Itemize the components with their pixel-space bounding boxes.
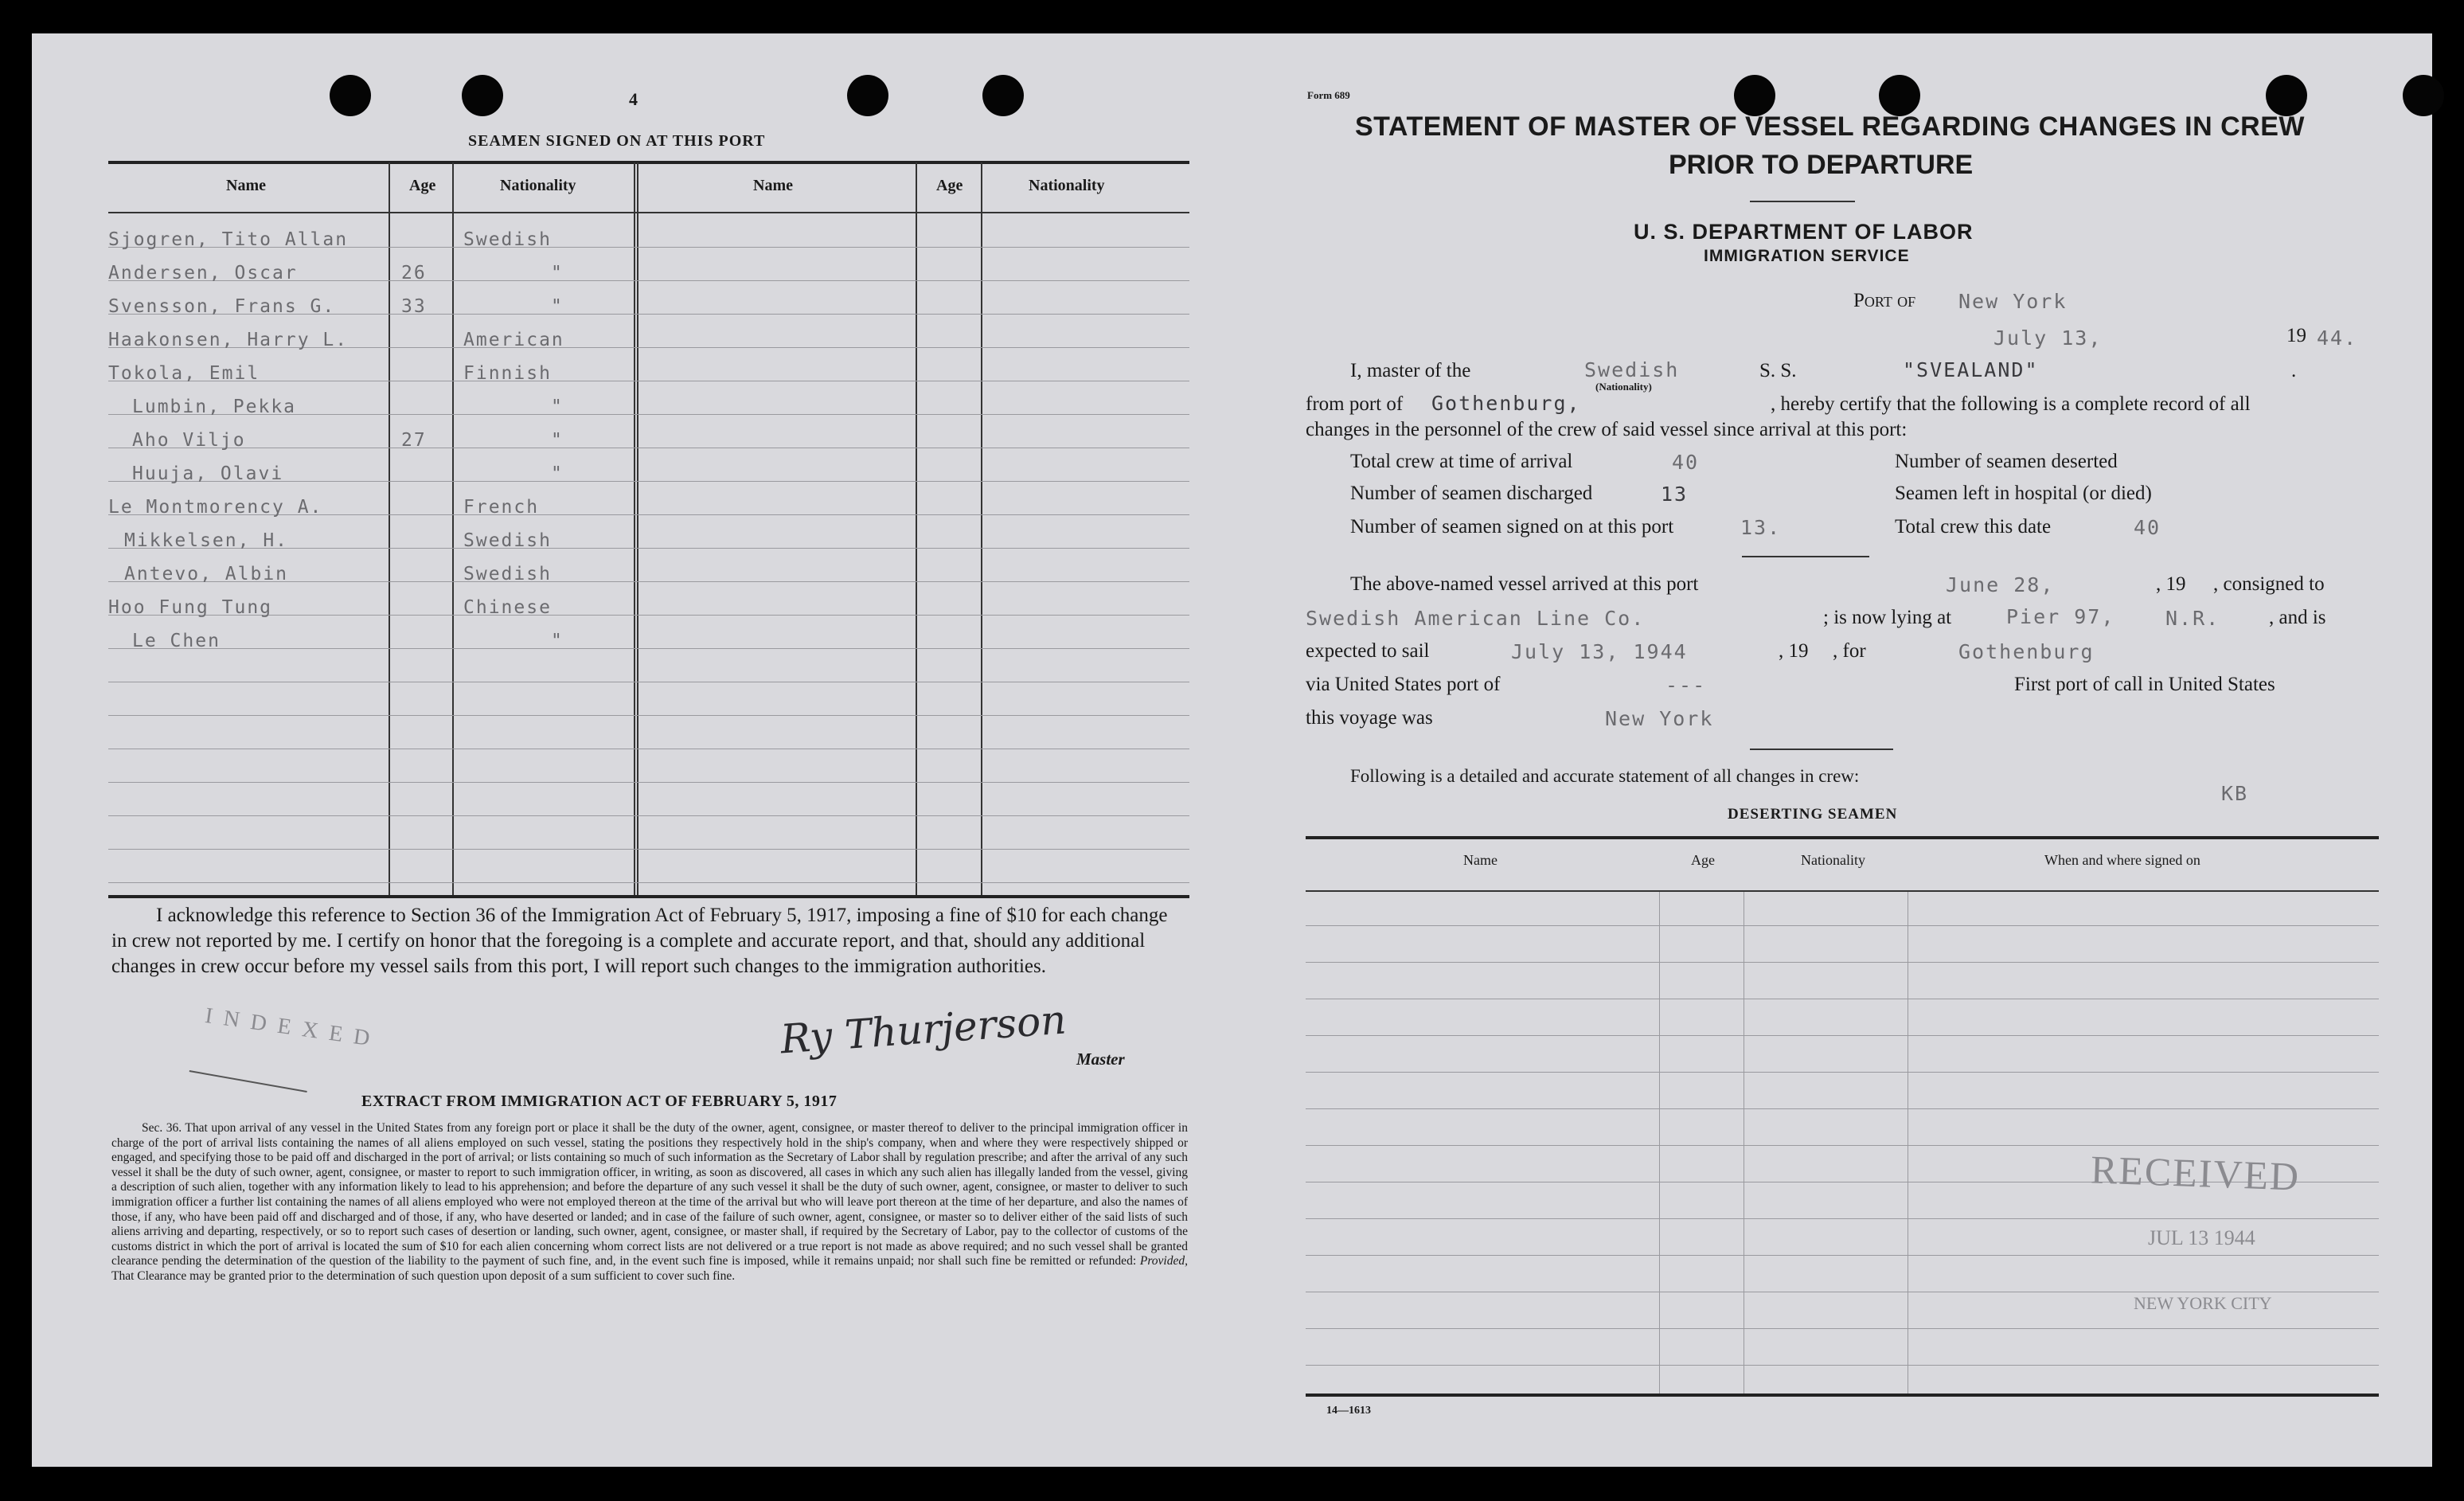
extract-proviso-text: That Clearance may be granted prior to the determination of such question upon deposit of a sum sufficient to cover such fine. bbox=[111, 1268, 736, 1283]
voyage-label: this voyage was bbox=[1306, 707, 1433, 729]
hospital-label: Seamen left in hospital (or died) bbox=[1895, 483, 2152, 504]
lying-label: ; is now lying at bbox=[1823, 607, 1952, 628]
col-header-name-2: Name bbox=[753, 177, 793, 194]
table-row bbox=[108, 530, 904, 551]
nationality-caption: (Nationality) bbox=[1595, 381, 1652, 393]
table-row bbox=[108, 631, 904, 651]
consignee-value: Swedish American Line Co. bbox=[1306, 607, 1646, 630]
expected-value: July 13, 1944 bbox=[1511, 640, 1688, 663]
deserting-top-rule bbox=[1306, 836, 2379, 839]
consigned-label: , consigned to bbox=[2213, 573, 2325, 595]
deserting-header-rule bbox=[1306, 890, 2379, 892]
extract-text bbox=[111, 1121, 1188, 1284]
deserting-col-nationality: Nationality bbox=[1801, 852, 1865, 868]
table-row bbox=[108, 463, 904, 484]
from-port-value: Gothenburg, bbox=[1431, 392, 1581, 415]
row-name: Le Montmorency A. bbox=[108, 497, 323, 518]
row-name: Haakonsen, Harry L. bbox=[108, 330, 349, 350]
table-header-rule bbox=[108, 212, 1189, 213]
row-nationality: American bbox=[463, 330, 564, 350]
col-divider bbox=[981, 162, 982, 897]
row-nationality: " bbox=[551, 296, 564, 317]
table-top-rule bbox=[108, 161, 1189, 164]
lying-value-2: N.R. bbox=[2165, 607, 2220, 630]
voyage-value: New York bbox=[1605, 707, 1714, 730]
row-age: 27 bbox=[401, 430, 427, 451]
punch-hole bbox=[462, 75, 503, 116]
table-row bbox=[108, 229, 904, 250]
deserting-col-age: Age bbox=[1691, 852, 1715, 868]
table-row bbox=[108, 263, 904, 283]
row-name: Le Chen bbox=[132, 631, 221, 651]
section-title: SEAMEN SIGNED ON AT THIS PORT bbox=[468, 132, 766, 150]
following-value: KB bbox=[2221, 782, 2249, 805]
from-port-label: from port of bbox=[1306, 393, 1404, 415]
row-nationality: " bbox=[551, 430, 564, 451]
row-nationality: " bbox=[551, 463, 564, 484]
extract-proviso-label: Provided, bbox=[1139, 1254, 1188, 1268]
port-of-value: New York bbox=[1958, 290, 2068, 313]
expected-label: expected to sail bbox=[1306, 640, 1430, 662]
form-code: 14—1613 bbox=[1326, 1405, 1371, 1417]
table-row bbox=[108, 397, 904, 417]
page-number: 4 bbox=[629, 89, 638, 109]
stamp-office: NEW YORK CITY bbox=[2134, 1293, 2272, 1313]
nationality-value: Swedish bbox=[1584, 358, 1680, 381]
table-row bbox=[108, 597, 904, 618]
lying-value: Pier 97, bbox=[2006, 605, 2115, 628]
deserting-col-name: Name bbox=[1463, 852, 1498, 868]
row-name: Andersen, Oscar bbox=[108, 263, 298, 283]
row-age: 26 bbox=[401, 263, 427, 283]
form-title: STATEMENT OF MASTER OF VESSEL REGARDING CHANGES IN CREW bbox=[1355, 111, 2305, 142]
certify-text: , hereby certify that the following is a complete record of all bbox=[1771, 393, 2251, 415]
arrived-year: , 19 bbox=[2156, 573, 2186, 595]
deserting-col-signed-on: When and where signed on bbox=[2044, 852, 2200, 868]
col-header-age: Age bbox=[409, 177, 436, 194]
discharged-label: Number of seamen discharged bbox=[1350, 483, 1593, 504]
first-port-label: First port of call in United States bbox=[2014, 674, 2275, 695]
row-nationality: French bbox=[463, 497, 540, 518]
for-label: , for bbox=[1833, 640, 1866, 662]
ship-name: "SVEALAND" bbox=[1903, 358, 2039, 381]
table-row bbox=[108, 296, 904, 317]
counts-rule bbox=[1742, 556, 1869, 557]
discharged-value: 13 bbox=[1661, 483, 1689, 506]
col-header-nationality-2: Nationality bbox=[1029, 177, 1105, 194]
certify-line2: changes in the personnel of the crew of said vessel since arrival at this port: bbox=[1306, 419, 1908, 440]
master-signature: Ry Thurjerson bbox=[779, 996, 1068, 1063]
deserting-col-divider bbox=[1659, 892, 1660, 1394]
row-nationality: " bbox=[551, 397, 564, 417]
row-name: Antevo, Albin bbox=[124, 564, 289, 584]
extract-title: EXTRACT FROM IMMIGRATION ACT OF FEBRUARY 5, 1917 bbox=[361, 1093, 838, 1110]
department: U. S. DEPARTMENT OF LABOR bbox=[1634, 220, 1974, 244]
row-name: Hoo Fung Tung bbox=[108, 597, 273, 618]
row-nationality: " bbox=[551, 263, 564, 283]
via-label: via United States port of bbox=[1306, 674, 1501, 695]
total-crew-arrival-value: 40 bbox=[1672, 451, 1700, 474]
arrived-value: June 28, bbox=[1946, 573, 2055, 596]
received-stamp: RECEIVED bbox=[2090, 1147, 2302, 1199]
ss-label: S. S. bbox=[1759, 360, 1797, 381]
total-crew-date-label: Total crew this date bbox=[1895, 516, 2052, 537]
row-nationality: Finnish bbox=[463, 363, 552, 384]
expected-year: , 19 bbox=[1779, 640, 1809, 662]
punch-hole bbox=[1879, 75, 1920, 116]
via-value: --- bbox=[1665, 674, 1707, 697]
deserting-bottom-rule bbox=[1306, 1394, 2379, 1397]
row-age: 33 bbox=[401, 296, 427, 317]
col-header-age-2: Age bbox=[936, 177, 963, 194]
row-nationality: " bbox=[551, 631, 564, 651]
col-divider bbox=[916, 162, 917, 897]
table-row bbox=[108, 363, 904, 384]
punch-hole bbox=[982, 75, 1024, 116]
row-nationality: Swedish bbox=[463, 530, 552, 551]
following-label: Following is a detailed and accurate statement of all changes in crew: bbox=[1350, 766, 1860, 786]
signed-on-label: Number of seamen signed on at this port bbox=[1350, 516, 1674, 537]
punch-hole bbox=[847, 75, 888, 116]
table-row bbox=[108, 564, 904, 584]
indexed-stamp: INDEXED bbox=[203, 1003, 383, 1053]
punch-hole bbox=[2403, 75, 2444, 116]
form-title-line2: PRIOR TO DEPARTURE bbox=[1669, 150, 1974, 180]
table-row bbox=[108, 497, 904, 518]
row-name: Mikkelsen, H. bbox=[124, 530, 289, 551]
date-value: July 13, bbox=[1993, 326, 2103, 350]
arrived-label: The above-named vessel arrived at this port bbox=[1350, 573, 1699, 595]
stamp-date: JUL 13 1944 bbox=[2148, 1226, 2255, 1249]
deserting-title: DESERTING SEAMEN bbox=[1728, 806, 1898, 823]
col-header-nationality: Nationality bbox=[500, 177, 576, 194]
col-header-name: Name bbox=[226, 177, 266, 194]
punch-hole bbox=[2266, 75, 2307, 116]
table-row bbox=[108, 430, 904, 451]
row-name: Lumbin, Pekka bbox=[132, 397, 297, 417]
master-label: Master bbox=[1076, 1050, 1125, 1069]
year-prefix: 19 bbox=[2286, 325, 2306, 346]
row-nationality: Swedish bbox=[463, 564, 552, 584]
extract-body: Sec. 36. That upon arrival of any vessel in the United States from any foreign port or place it shall be the duty of the owner, agent, consignee, or master thereof to deliver to the principal immigration officer in charge of the port of arrival lists containing the names of all aliens employed on such vessel, stating the positions they respectively hold in the ship's company, when and where they were respectively shipped or engaged, and specifying those to be paid off and discharged in the port of arrival; or lists containing so much of such information as the Secretary of Labor shall by regulation prescribe; and after the arrival of any such vessel it shall be the duty of such owner, agent, consignee, or master to report to such immigration officer, in writing, as soon as discovered, all cases in which any such alien has illegally landed from the vessel, giving a description of such alien, together with any information likely to lead to his apprehension; and before the departure of any such vessel it shall be the duty of such owner, agent, consignee, or master to deliver to such immigration officer a further list containing the names of all aliens employed who were not employed thereon at the time of the arrival but who will leave port thereon at the time of her departure, and also the names of those, if any, who have been paid off and discharged and of those, if any, who have deserted or landed; and in case of the failure of such owner, agent, consignee, or master so to deliver either of the said lists of such aliens arriving and departing, respectively, or so to report such cases of desertion or landing, such owner, agent, consignee, or master shall, if required by the Secretary of Labor, pay to the collector of customs of the customs district in which the port of arrival is located the sum of $10 for each alien concerning whom correct lists are not delivered or a true report is not made as above required; and no such vessel shall be granted clearance pending the determination of the question of the liability to the payment of such fine, and, in the event such fine is imposed, while it remains unpaid; nor shall such fine be remitted or refunded: bbox=[111, 1121, 1188, 1268]
total-crew-date-value: 40 bbox=[2134, 516, 2161, 539]
row-nationality: Chinese bbox=[463, 597, 552, 618]
port-of-label: Port of bbox=[1853, 290, 1916, 311]
row-name: Huuja, Olavi bbox=[132, 463, 284, 484]
for-value: Gothenburg bbox=[1958, 640, 2095, 663]
table-row bbox=[108, 330, 904, 350]
service: IMMIGRATION SERVICE bbox=[1704, 247, 1910, 265]
row-name: Sjogren, Tito Allan bbox=[108, 229, 349, 250]
signed-on-value: 13. bbox=[1740, 516, 1782, 539]
voyage-rule bbox=[1750, 749, 1893, 750]
row-name: Svensson, Frans G. bbox=[108, 296, 336, 317]
total-crew-arrival-label: Total crew at time of arrival bbox=[1350, 451, 1573, 472]
row-name: Aho Viljo bbox=[132, 430, 246, 451]
indexed-stamp-line bbox=[189, 1070, 307, 1093]
title-rule bbox=[1750, 201, 1855, 202]
document-sheet bbox=[32, 33, 2432, 1467]
punch-hole bbox=[1734, 75, 1775, 116]
form-number: Form 689 bbox=[1307, 89, 1350, 101]
punch-hole bbox=[330, 75, 371, 116]
table-bottom-rule bbox=[108, 895, 1189, 898]
year-value: 44. bbox=[2317, 326, 2358, 350]
deserted-label: Number of seamen deserted bbox=[1895, 451, 2118, 472]
row-name: Tokola, Emil bbox=[108, 363, 260, 384]
master-of-label: I, master of the bbox=[1350, 360, 1471, 381]
acknowledgement-text: I acknowledge this reference to Section 36 of the Immigration Act of February 5, 1917, imposing a fine of $10 for each change in crew not reported by me. I certify on honor that the foregoing is a complete and accurate report, and that, should any additional changes in crew occur before my vessel sails from this port, I will report such changes to the immigration authorities. bbox=[111, 905, 1168, 977]
ship-comma: . bbox=[2291, 360, 2297, 381]
row-nationality: Swedish bbox=[463, 229, 552, 250]
and-is-label: , and is bbox=[2269, 607, 2326, 628]
